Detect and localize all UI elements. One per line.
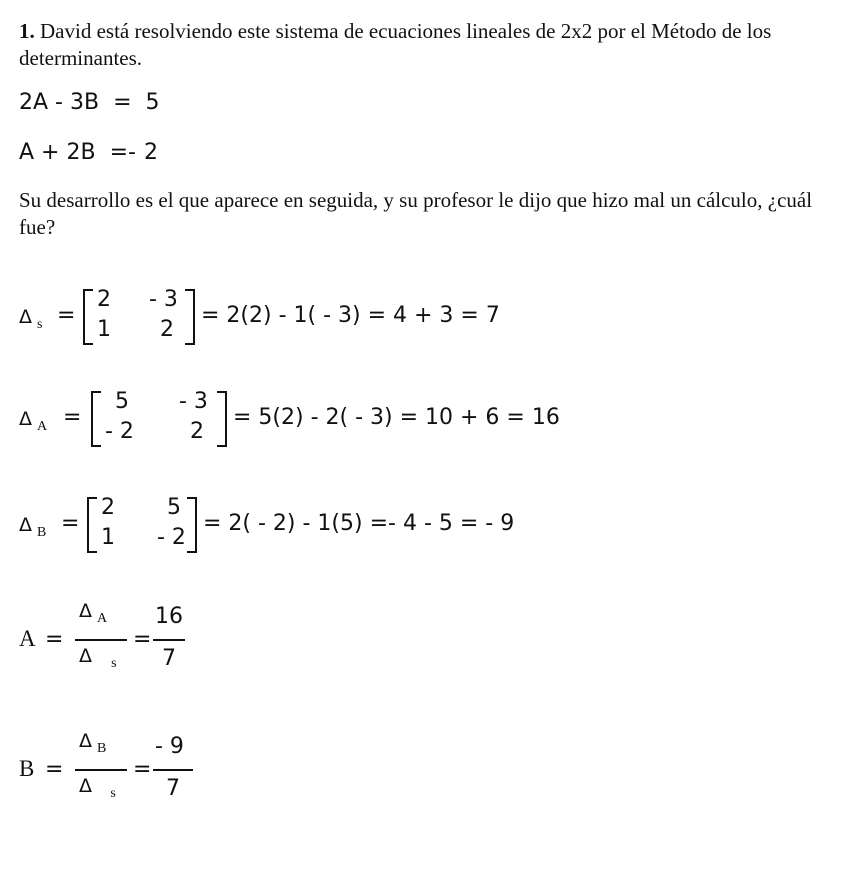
matrix-cell: 2 [101,495,115,520]
fraction-line [153,639,185,641]
fraction-line [75,639,127,641]
equals-sign: = [45,757,64,782]
determinant-result: = 2( - 2) - 1(5) =- 4 - 5 = - 9 [203,511,515,536]
determinant-result: = 2(2) - 1( - 3) = 4 + 3 = 7 [201,303,500,328]
solution-b [19,724,239,824]
delta-symbol: Δ [79,645,92,667]
delta-subscript: B [97,741,107,756]
question-text: Su desarrollo es el que aparece en seguida, y su profesor le dijo que hizo mal un cálculo, ¿cuál fue? [19,188,813,239]
equals-sign: = [61,511,80,536]
delta-symbol: Δ [19,408,32,430]
problem-intro [19,18,824,72]
matrix-cell: - 2 [157,525,186,550]
equals-sign: = [57,303,76,328]
equation-2-rhs: 2 [143,140,158,165]
matrix-cell: 2 [190,419,204,444]
determinant-result: = 5(2) - 2( - 3) = 10 + 6 = 16 [233,405,560,430]
equation-2 [19,140,158,165]
matrix-cell: 1 [97,317,111,342]
matrix-cell: - 3 [149,287,178,312]
left-bracket [89,390,103,448]
fraction-line [153,769,193,771]
delta-symbol: Δ [19,514,32,536]
equation-2-lhs: A + 2B [19,140,96,165]
delta-subscript: A [97,611,108,626]
delta-subscript: A [37,419,48,434]
determinant-a [19,390,739,450]
equation-2-equals: =- [109,140,136,165]
equation-1-lhs: 2A - 3B [19,90,100,115]
problem-intro-text: David está resolviendo este sistema de ecuaciones lineales de 2x2 por el Método de los determinantes. [19,19,772,70]
delta-symbol: Δ [79,730,92,752]
delta-symbol: Δ [79,600,92,622]
matrix-cell: 2 [160,317,174,342]
delta-symbol: Δ [79,775,92,797]
fraction-numerator: 16 [155,604,183,629]
fraction-numerator: - 9 [155,734,184,759]
determinant-s [19,288,719,348]
matrix-cell: - 3 [179,389,208,414]
matrix-cell: 5 [115,389,129,414]
equation-1-rhs: 5 [145,90,160,115]
matrix-cell: - 2 [105,419,134,444]
right-bracket [185,496,199,554]
matrix-cell: 2 [97,287,111,312]
equals-sign: = [45,627,64,652]
matrix-cell: 5 [167,495,181,520]
solution-variable: B [19,756,35,781]
delta-subscript: s [110,786,116,801]
equals-sign: = [63,405,82,430]
equals-sign: = [133,627,152,652]
equation-1 [19,90,160,115]
determinant-b [19,496,739,556]
right-bracket [183,288,197,346]
fraction-line [75,769,127,771]
delta-subscript: s [111,656,117,671]
solution-a [19,594,239,694]
solution-variable: A [19,626,36,651]
right-bracket [215,390,229,448]
fraction-denominator: 7 [162,646,176,671]
matrix-cell: 1 [101,525,115,550]
equation-1-equals: = [113,90,132,115]
left-bracket [85,496,99,554]
problem-number: 1. [19,19,35,43]
delta-subscript: B [37,525,47,540]
delta-symbol: Δ [19,306,32,328]
left-bracket [81,288,95,346]
delta-subscript: s [37,317,43,332]
fraction-denominator: 7 [166,776,180,801]
equals-sign: = [133,757,152,782]
